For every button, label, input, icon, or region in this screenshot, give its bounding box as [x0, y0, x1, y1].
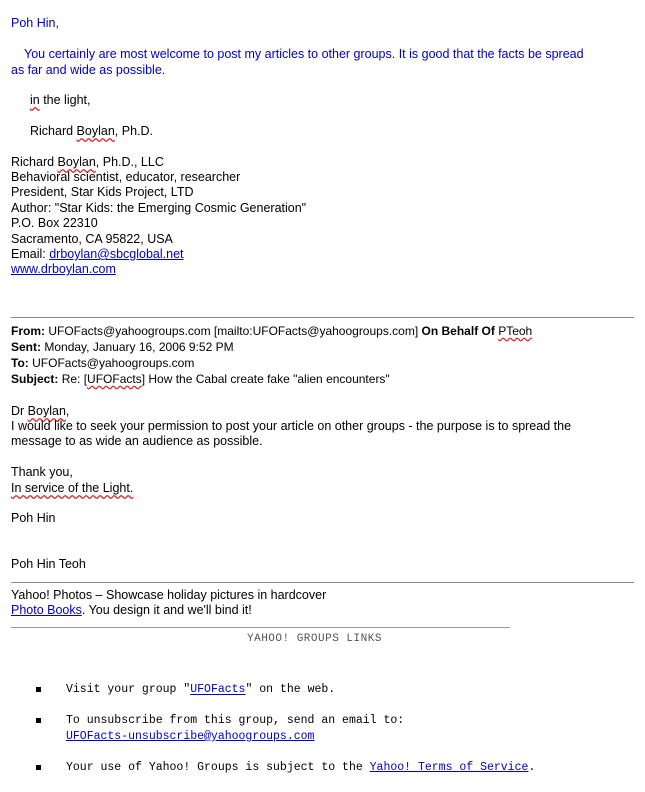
signature-email: [11, 247, 184, 261]
original-thanks: Thank you,: [11, 465, 73, 479]
sig-squig: Boylan: [57, 155, 96, 169]
original-service: [11, 481, 133, 495]
to-label: To:: [11, 356, 29, 370]
subject-label: Subject:: [11, 372, 59, 386]
signature-website: [11, 262, 116, 276]
sig-suffix: , Ph.D., LLC: [95, 155, 164, 169]
closing-rest: the light,: [39, 93, 91, 107]
reply-signoff-name: [30, 124, 153, 138]
name-squig: Boylan: [76, 124, 115, 138]
ad-line2: [11, 603, 252, 617]
reply-greeting: Poh Hin,: [11, 16, 59, 30]
signature-line6: Sacramento, CA 95822, USA: [11, 232, 173, 246]
header-subject: [11, 372, 390, 386]
signature-line3: President, Star Kids Project, LTD: [11, 185, 194, 199]
bullet-icon: [36, 687, 41, 692]
signature-line1: [11, 155, 164, 169]
sig-prefix: Richard: [11, 155, 58, 169]
reply-closing: [30, 93, 90, 107]
unsubscribe-link[interactable]: UFOFacts-unsubscribe@yahoogroups.com: [66, 730, 315, 743]
salutation-squig: Boylan: [27, 404, 66, 418]
subject-group: UFOFacts: [87, 372, 142, 386]
header-sent: [11, 340, 234, 354]
reply-body-line1: You certainly are most welcome to post my articles to other groups. It is good that the facts be spread: [24, 47, 584, 61]
header-from: [11, 324, 532, 338]
original-name-full: Poh Hin Teoh: [11, 557, 86, 571]
groups-links-title: YAHOO! GROUPS LINKS: [247, 633, 382, 645]
original-salutation: [11, 404, 69, 418]
subject-prefix: Re: [: [61, 372, 88, 386]
visit-suffix: " on the web.: [245, 683, 336, 696]
salutation-prefix: Dr: [11, 404, 28, 418]
groups-divider: [11, 627, 510, 628]
ad-line2-rest: . You design it and we'll bind it!: [81, 603, 252, 617]
original-body-line1: I would like to seek your permission to post your article on other groups - the purpose is to spread the: [11, 419, 572, 433]
sent-label: Sent:: [11, 340, 41, 354]
closing-in: in: [30, 93, 40, 107]
email-link[interactable]: drboylan@sbcglobal.net: [49, 247, 184, 261]
signature-line4: Author: "Star Kids: the Emerging Cosmic Generation": [11, 201, 307, 215]
subject-rest: ] How the Cabal create fake "alien encounters": [141, 372, 390, 386]
header-divider: [11, 317, 634, 318]
reply-body-line2: as far and wide as possible.: [11, 63, 166, 77]
service-text: In service of the Light.: [11, 481, 134, 495]
original-name-short: Poh Hin: [11, 511, 56, 525]
website-link[interactable]: www.drboylan.com: [11, 262, 116, 276]
visit-prefix: Visit your group ": [66, 683, 191, 696]
signature-line5: P.O. Box 22310: [11, 216, 98, 230]
from-label: From:: [11, 324, 45, 338]
groups-item-visit: [66, 683, 335, 696]
ad-divider: [11, 582, 634, 583]
behalf-label: On Behalf Of: [421, 324, 499, 338]
groups-item-terms: [66, 761, 535, 774]
group-link[interactable]: UFOFacts: [190, 683, 246, 696]
email-label: Email:: [11, 247, 50, 261]
behalf-name: PTeoh: [498, 324, 533, 338]
sent-value: Monday, January 16, 2006 9:52 PM: [44, 340, 234, 354]
signature-line2: Behavioral scientist, educator, researcher: [11, 170, 241, 184]
bullet-icon: [36, 718, 41, 723]
salutation-suffix: ,: [65, 404, 70, 418]
photo-books-link[interactable]: Photo Books: [11, 603, 82, 617]
to-value: UFOFacts@yahoogroups.com: [32, 356, 195, 370]
terms-link[interactable]: Yahoo! Terms of Service: [369, 761, 529, 774]
bullet-icon: [36, 765, 41, 770]
from-value: UFOFacts@yahoogroups.com [mailto:UFOFacts@yahoogroups.com]: [48, 324, 422, 338]
terms-prefix: Your use of Yahoo! Groups is subject to the: [66, 761, 370, 774]
header-to: [11, 356, 194, 370]
groups-item-unsubscribe-link: [66, 730, 314, 743]
original-body-line2: message to as wide an audience as possible.: [11, 434, 263, 448]
terms-suffix: .: [528, 761, 536, 774]
ad-line1: Yahoo! Photos – Showcase holiday pictures in hardcover: [11, 588, 327, 602]
name-suffix: , Ph.D.: [114, 124, 153, 138]
name-prefix: Richard: [30, 124, 77, 138]
groups-item-unsubscribe: To unsubscribe from this group, send an email to:: [66, 714, 405, 727]
